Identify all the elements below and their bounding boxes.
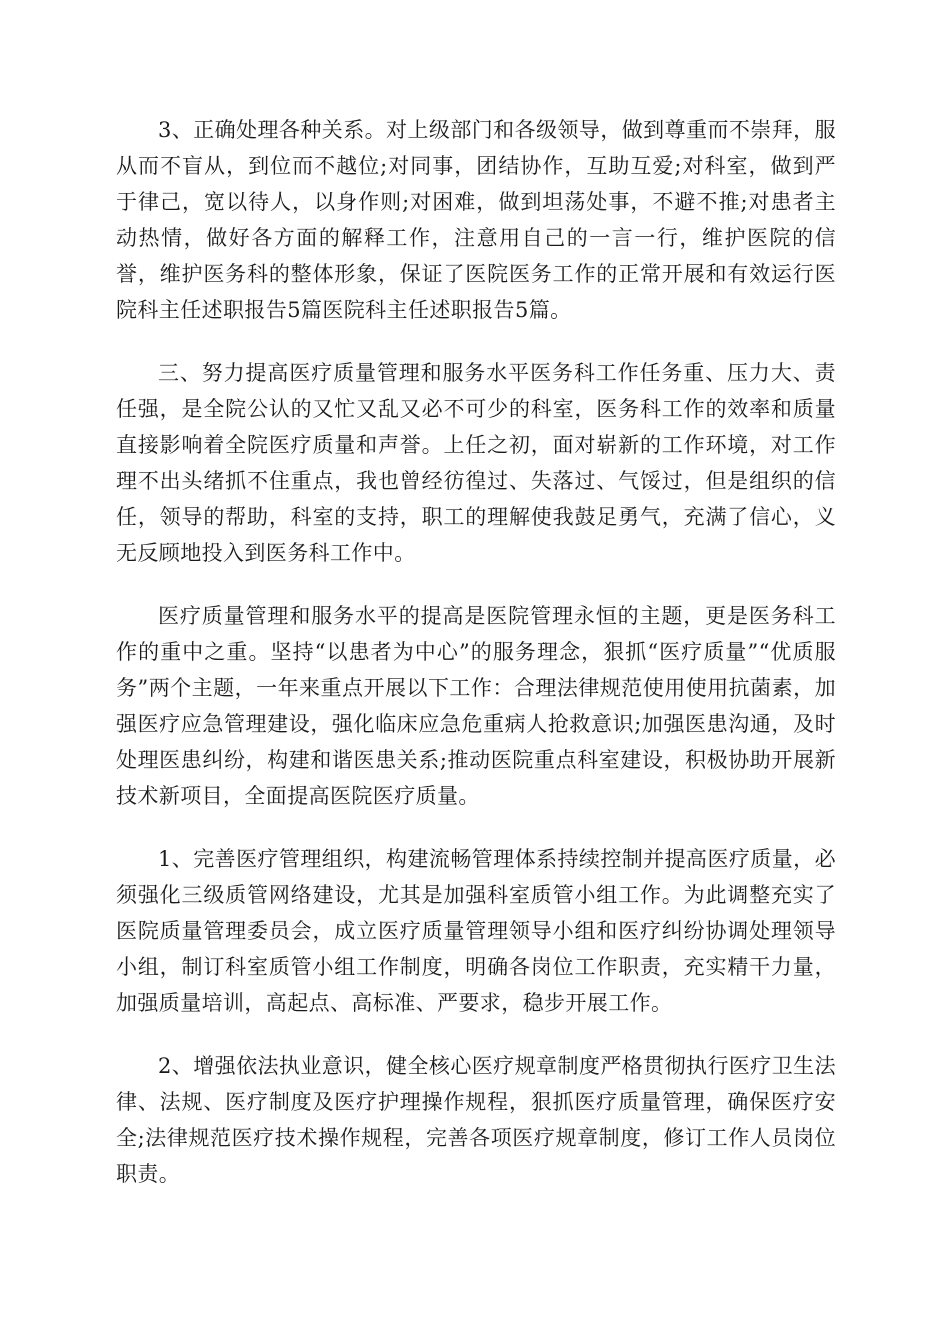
paragraph-relations: 3、正确处理各种关系。对上级部门和各级领导，做到尊重而不崇拜，服从而不盲从，到位而不越位;对同事，团结协作，互助互爱;对科室，做到严于律己，宽以待人，以身作则;对困难，做到坦荡处事，不避不推;对患者主动热情，做好各方面的解释工作，注意用自己的一言一行，维护医院的信誉，维护医务科的整体形象，保证了医院医务工作的正常开展和有效运行医院科主任述职报告5篇医院科主任述职报告5篇。 — [116, 118, 836, 322]
paragraph-quality-service: 三、努力提高医疗质量管理和服务水平医务科工作任务重、压力大、责任强，是全院公认的又忙又乱又必不可少的科室，医务科工作的效率和质量直接影响着全院医疗质量和声誉。上任之初，面对崭新的工作环境，对工作理不出头绪抓不住重点，我也曾经彷徨过、失落过、气馁过，但是组织的信任，领导的帮助，科室的支持，职工的理解使我鼓足勇气，充满了信心，义无反顾地投入到医务科工作中。 — [116, 361, 836, 565]
paragraph-management-organization: 1、完善医疗管理组织，构建流畅管理体系持续控制并提高医疗质量，必须强化三级质管网络建设，尤其是加强科室质管小组工作。为此调整充实了医院质量管理委员会，成立医疗质量管理领导小组和医疗纠纷协调处理领导小组，制订科室质管小组工作制度，明确各岗位工作职责，充实精干力量，加强质量培训，高起点、高标准、严要求，稳步开展工作。 — [116, 847, 836, 1015]
document-body — [116, 112, 836, 1219]
paragraph-quality-management: 医疗质量管理和服务水平的提高是医院管理永恒的主题，更是医务科工作的重中之重。坚持“以患者为中心”的服务理念，狠抓“医疗质量”“优质服务”两个主题，一年来重点开展以下工作：合理法律规范使用使用抗菌素，加强医疗应急管理建设，强化临床应急危重病人抢救意识;加强医患沟通，及时处理医患纠纷，构建和谐医患关系;推动医院重点科室建设，积极协助开展新技术新项目，全面提高医院医疗质量。 — [116, 604, 836, 808]
paragraph-legal-practice: 2、增强依法执业意识，健全核心医疗规章制度严格贯彻执行医疗卫生法律、法规、医疗制度及医疗护理操作规程，狠抓医疗质量管理，确保医疗安全;法律规范医疗技术操作规程，完善各项医疗规章制度，修订工作人员岗位职责。 — [116, 1054, 836, 1186]
